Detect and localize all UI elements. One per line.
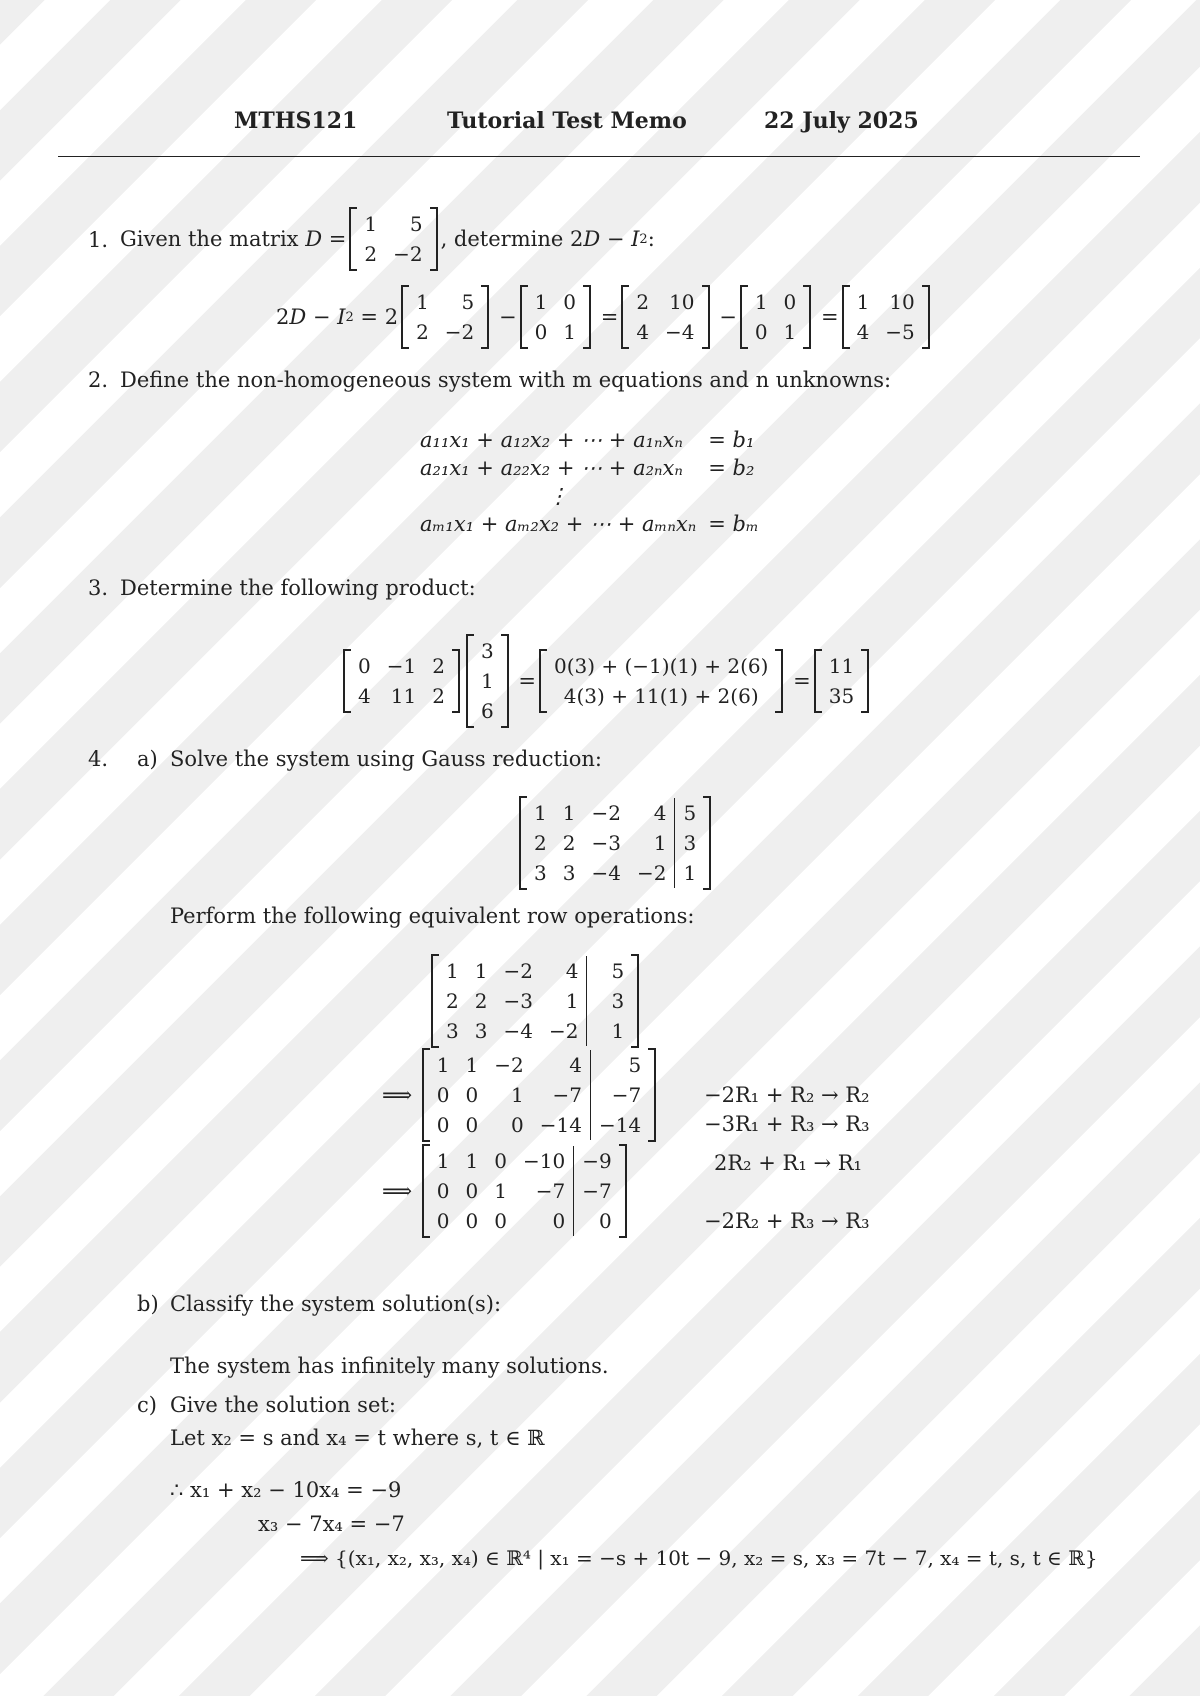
doc-title: Tutorial Test Memo	[447, 108, 687, 134]
q3-prompt: Determine the following product:	[120, 576, 476, 600]
reduction-step-2: ⟹ 1 1 0 −10 −9 0 0 1 −7 −7 0 0 0 0 0	[382, 1144, 630, 1238]
reduction-step-1: ⟹ 1 1 −2 4 5 0 0 1 −7 −7 0 0 0 −14 −14	[382, 1048, 659, 1142]
q1-prompt-b: , determine	[440, 227, 564, 251]
row-op-4: −2R₂ + R₃ → R₃	[704, 1209, 870, 1233]
result-1: 11	[828, 654, 855, 678]
reduction-step-0: 1 1 −2 4 5 2 2 −3 1 3 3 3 −4 −2 1	[428, 954, 642, 1048]
q2-prompt: Define the non-homogeneous system with m equations and n unknowns:	[120, 368, 892, 392]
system-row-3-rhs	[702, 482, 765, 510]
q2-system	[414, 426, 765, 538]
q1-number: 1.	[88, 228, 109, 252]
q4c-label: c)	[137, 1393, 157, 1417]
solution-eq-1: ∴ x₁ + x₂ − 10x₄ = −9	[170, 1478, 402, 1502]
doc-date: 22 July 2025	[764, 108, 919, 134]
q4a-label: a)	[137, 747, 158, 771]
system-row-2-rhs: = b₂	[708, 456, 755, 480]
q4a-prompt: Solve the system using Gauss reduction:	[170, 747, 602, 771]
row-op-2: −3R₁ + R₃ → R₃	[704, 1112, 870, 1136]
system-row-1-lhs: a₁₁x₁ + a₁₂x₂ + ⋯ + a₁ₙxₙ	[420, 428, 683, 452]
product-row-1: 0(3) + (−1)(1) + 2(6)	[553, 654, 769, 678]
q4c-prompt: Give the solution set:	[170, 1393, 396, 1417]
row-ops-intro: Perform the following equivalent row operations:	[170, 904, 695, 928]
system-row-m-lhs: aₘ₁x₁ + aₘ₂x₂ + ⋯ + aₘₙxₙ	[420, 512, 697, 536]
q1-prompt-a: Given the matrix	[120, 227, 299, 251]
q1-prompt: Given the matrix D = 1 5 2 −2 , determine 2 D − I 2 :	[120, 207, 655, 271]
system-row-m-rhs: = bₘ	[708, 512, 759, 536]
system-row-1-rhs: = b₁	[708, 428, 755, 452]
row-op-1: −2R₁ + R₂ → R₂	[704, 1083, 870, 1107]
q4b-prompt: Classify the system solution(s):	[170, 1292, 502, 1316]
q4-number: 4.	[88, 747, 109, 771]
q4b-answer: The system has infinitely many solutions.	[170, 1354, 609, 1378]
result-2: 35	[828, 684, 855, 708]
system-row-2-lhs: a₂₁x₁ + a₂₂x₂ + ⋯ + a₂ₙxₙ	[420, 456, 683, 480]
solution-set: ⟹ {(x₁, x₂, x₃, x₄) ∈ ℝ⁴ | x₁ = −s + 10t − 9, x₂ = s, x₃ = 7t − 7, x₄ = t, s, t ∈ ℝ}	[300, 1546, 1098, 1570]
q1-calculation: 2 D − I 2 = 2 1 5 2 −2 − 1 0 0 1 = 2 10 4 −4 − 1 0 0 1 = 1 10 4 −5	[276, 285, 933, 349]
q3-number: 3.	[88, 576, 109, 600]
matrix-d: 1 5 2 −2	[349, 207, 437, 271]
header-rule	[58, 156, 1140, 157]
row-op-3: 2R₂ + R₁ → R₁	[714, 1151, 862, 1175]
let-statement: Let x₂ = s and x₄ = t where s, t ∈ ℝ	[170, 1426, 545, 1450]
q3-product: 0 −1 2 4 11 2 3 1 6 = 0(3) + (−1)(1) + 2(6) 4(3) + 11(1) + 2(6) = 11 35	[340, 634, 872, 728]
q2-number: 2.	[88, 368, 109, 392]
q4-augmented-matrix: 1 1 −2 4 5 2 2 −3 1 3 3 3 −4 −2 1	[516, 796, 714, 890]
q4b-label: b)	[137, 1292, 159, 1316]
solution-eq-2: x₃ − 7x₄ = −7	[258, 1512, 405, 1536]
course-code: MTHS121	[234, 108, 358, 134]
system-vdots: ⋮	[547, 484, 569, 508]
product-row-2: 4(3) + 11(1) + 2(6)	[563, 684, 759, 708]
